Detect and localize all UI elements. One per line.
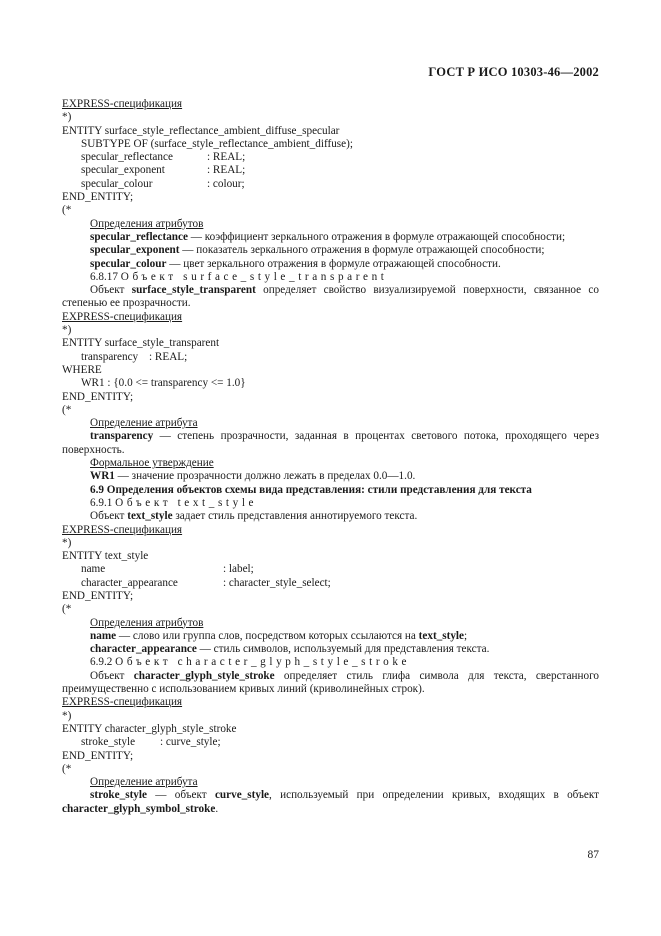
section-title: Объект text_style bbox=[115, 496, 258, 509]
comment-close: (* bbox=[62, 204, 72, 217]
definition-term: transparency bbox=[90, 430, 154, 443]
definition-term: name bbox=[90, 629, 117, 642]
section-heading-6-9-1 bbox=[62, 497, 599, 510]
section-title: Объект surface_style_transparent bbox=[120, 270, 388, 283]
express-label: EXPRESS-спецификация bbox=[62, 98, 183, 110]
section-heading-6-8-17 bbox=[62, 271, 599, 284]
attribute-row bbox=[62, 351, 599, 364]
definition-paragraph bbox=[62, 231, 599, 244]
section-paragraph bbox=[62, 510, 599, 523]
attribute-name: specular_exponent bbox=[81, 164, 165, 177]
section-title: Объект character_glyph_style_stroke bbox=[115, 656, 411, 669]
paragraph-text: определяет стиль глифа символа для текста, сверстанного преимущественно с использованием кривых линий (криволинейных строк). bbox=[62, 669, 600, 696]
section-heading-6-9: 6.9 Определения объектов схемы вида представления: стили представления для текста bbox=[90, 483, 532, 496]
where-clause: WHERE bbox=[62, 363, 102, 376]
express-label: EXPRESS-спецификация bbox=[62, 696, 183, 709]
attribute-name: stroke_style bbox=[81, 736, 136, 749]
document-header: ГОСТ Р ИСО 10303-46—2002 bbox=[428, 65, 599, 79]
definition-text: . bbox=[215, 802, 219, 815]
definition-text: — стиль символов, используемый для представления текста. bbox=[196, 643, 490, 656]
subtype-declaration: SUBTYPE OF (surface_style_reflectance_ambient_diffuse); bbox=[81, 137, 353, 150]
comment-close: (* bbox=[62, 762, 72, 775]
paragraph-term: surface_style_transparent bbox=[131, 284, 256, 297]
definition-paragraph bbox=[62, 630, 599, 643]
attribute-row bbox=[62, 577, 599, 590]
section-number: 6.9.1 bbox=[90, 496, 113, 509]
definition-reference: curve_style bbox=[214, 789, 270, 802]
page-content bbox=[62, 98, 599, 816]
attribute-name: transparency bbox=[81, 350, 139, 363]
rule-text: — значение прозрачности должно лежать в пределах 0.0—1.0. bbox=[114, 470, 416, 483]
definitions-label: Определения атрибутов bbox=[90, 616, 204, 629]
where-rule: WR1 : {0.0 <= transparency <= 1.0} bbox=[81, 377, 246, 390]
definition-paragraph bbox=[62, 244, 599, 257]
attribute-row bbox=[62, 151, 599, 164]
paragraph-term: text_style bbox=[127, 510, 173, 523]
formal-statement-label: Формальное утверждение bbox=[90, 457, 214, 470]
entity-declaration: ENTITY surface_style_transparent bbox=[62, 337, 220, 350]
definition-text: — слово или группа слов, посредством которых ссылаются на bbox=[116, 629, 419, 642]
attribute-row bbox=[62, 563, 599, 576]
paragraph-text: Объект bbox=[90, 669, 134, 682]
comment-open: *) bbox=[62, 536, 72, 549]
paragraph-text: Объект bbox=[90, 510, 128, 523]
entity-declaration: ENTITY surface_style_reflectance_ambient_diffuse_specular bbox=[62, 124, 340, 137]
attribute-name: character_appearance bbox=[81, 576, 178, 589]
entity-end: END_ENTITY; bbox=[62, 191, 134, 204]
definition-text: , используемый при определении кривых, входящих в объект bbox=[269, 789, 600, 802]
definition-paragraph bbox=[62, 430, 599, 457]
attribute-type: : REAL; bbox=[149, 350, 188, 363]
rule-term: WR1 bbox=[90, 470, 115, 483]
definition-term: specular_colour bbox=[90, 257, 167, 270]
section-number: 6.9.2 bbox=[90, 656, 113, 669]
attribute-type: : REAL; bbox=[207, 164, 246, 177]
attribute-type: : character_style_select; bbox=[223, 576, 331, 589]
definitions-label: Определения атрибутов bbox=[90, 217, 204, 230]
express-label: EXPRESS-спецификация bbox=[62, 523, 183, 536]
formal-statement-paragraph bbox=[62, 470, 599, 483]
entity-declaration: ENTITY character_glyph_style_stroke bbox=[62, 722, 237, 735]
section-paragraph bbox=[62, 670, 599, 697]
definition-text: — цвет зеркального отражения в формуле отражающей способности. bbox=[166, 257, 501, 270]
definition-term: specular_reflectance bbox=[90, 230, 188, 243]
comment-open: *) bbox=[62, 709, 72, 722]
comment-close: (* bbox=[62, 603, 72, 616]
definition-reference: character_glyph_symbol_stroke bbox=[62, 802, 216, 815]
entity-end: END_ENTITY; bbox=[62, 390, 134, 403]
definition-text: — объект bbox=[146, 789, 215, 802]
definition-paragraph bbox=[62, 258, 599, 271]
attribute-type: : colour; bbox=[207, 177, 245, 190]
definition-paragraph bbox=[62, 643, 599, 656]
definition-term: specular_exponent bbox=[90, 244, 180, 257]
page-number: 87 bbox=[587, 849, 599, 861]
definition-label: Определение атрибута bbox=[90, 776, 198, 789]
paragraph-text: задает стиль представления аннотируемого текста. bbox=[172, 510, 418, 523]
definition-text: — степень прозрачности, заданная в процентах светового потока, проходящего через поверхность. bbox=[62, 430, 599, 456]
definition-paragraph bbox=[62, 789, 599, 816]
comment-open: *) bbox=[62, 111, 72, 124]
definition-term: stroke_style bbox=[90, 789, 147, 802]
entity-end: END_ENTITY; bbox=[62, 749, 134, 762]
comment-open: *) bbox=[62, 324, 72, 337]
section-number: 6.8.17 bbox=[90, 270, 118, 283]
attribute-row bbox=[62, 164, 599, 177]
paragraph-term: character_glyph_style_stroke bbox=[133, 669, 275, 682]
attribute-name: specular_reflectance bbox=[81, 151, 173, 164]
definition-text: ; bbox=[464, 629, 468, 642]
attribute-type: : curve_style; bbox=[160, 736, 221, 749]
definition-label: Определение атрибута bbox=[90, 417, 198, 430]
definition-text: — показатель зеркального отражения в формуле отражающей способности; bbox=[179, 244, 545, 257]
entity-end: END_ENTITY; bbox=[62, 589, 134, 602]
comment-close: (* bbox=[62, 403, 72, 416]
attribute-row bbox=[62, 178, 599, 191]
attribute-name: specular_colour bbox=[81, 177, 153, 190]
definition-text: — коэффициент зеркального отражения в формуле отражающей способности; bbox=[187, 230, 566, 243]
paragraph-text: Объект bbox=[90, 284, 132, 297]
attribute-type: : REAL; bbox=[207, 151, 246, 164]
section-heading-6-9-2 bbox=[62, 656, 599, 669]
definition-term: character_appearance bbox=[90, 643, 197, 656]
section-paragraph bbox=[62, 284, 599, 311]
entity-declaration: ENTITY text_style bbox=[62, 550, 149, 563]
express-label: EXPRESS-спецификация bbox=[62, 310, 183, 323]
attribute-type: : label; bbox=[223, 563, 254, 576]
attribute-row bbox=[62, 736, 599, 749]
paragraph-text: определяет свойство визуализируемой поверхности, связанное со степенью ее прозрачности. bbox=[62, 284, 599, 310]
definition-reference: text_style bbox=[418, 629, 465, 642]
attribute-name: name bbox=[81, 563, 106, 576]
